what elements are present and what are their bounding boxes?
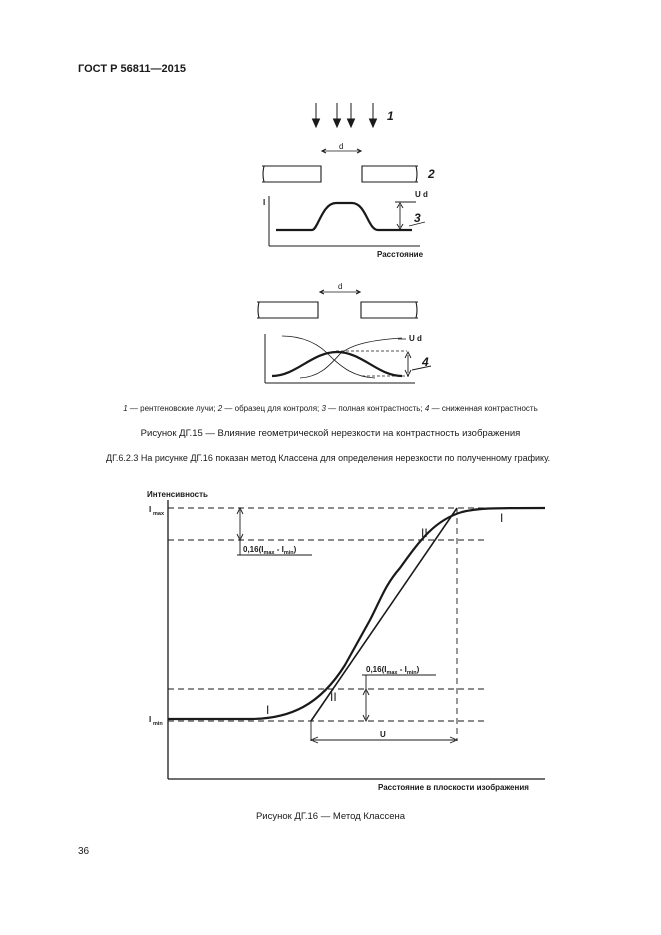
specimen-plates-2 — [257, 290, 418, 318]
fig16-axes — [168, 500, 545, 779]
gap-label-d: d — [339, 142, 344, 151]
body-paragraph: ДГ.6.2.3 На рисунке ДГ.16 показан метод Классена для определения нерезкости по полученному графику. — [106, 453, 551, 463]
imax-label — [149, 505, 165, 517]
label-3: 3 — [414, 211, 421, 225]
fig15-caption: Рисунок ДГ.15 — Влияние геометрической нерезкости на контрастность изображения — [140, 428, 521, 439]
label-2: 2 — [428, 167, 435, 181]
full-contrast-profile — [276, 203, 412, 230]
unsharpness-label-2: U d — [409, 334, 422, 343]
fig16-caption: Рисунок ДГ.16 — Метод Классена — [255, 811, 406, 822]
svg-text:I: I — [149, 505, 152, 514]
curve-label-I-bottom: I — [266, 703, 270, 717]
standard-code: ГОСТ Р 56811—2015 — [78, 63, 186, 75]
u-label: U — [380, 730, 386, 739]
fig16-y-axis-label: Интенсивность — [147, 490, 208, 499]
reduced-contrast-profile — [272, 352, 402, 376]
fig15-bottom-diagram — [257, 290, 431, 383]
label-1: 1 — [387, 109, 394, 123]
line-label-II-top: II — [421, 526, 428, 540]
mid-delta-label — [366, 665, 420, 676]
fig16-diagram — [168, 500, 545, 779]
svg-text:I: I — [149, 715, 152, 724]
curve-label-I-top: I — [500, 511, 504, 525]
unsharpness-label: U d — [415, 190, 428, 199]
svg-text:0,16(Imax - Imin): $0,16(I_{max} - I_{min})$ — [243, 545, 297, 556]
axis-y-label: I — [263, 198, 266, 207]
fig16-x-axis-label: Расстояние в плоскости изображения — [378, 783, 529, 792]
imin-label — [149, 715, 163, 727]
level-lines — [168, 508, 545, 721]
svg-text:max: max — [153, 511, 165, 517]
curve-I — [168, 508, 545, 719]
fig15-top-diagram — [262, 103, 425, 246]
fig15-legend: 1 — рентгеновские лучи; 2 — образец для контроля; 3 — полная контрастность; 4 — сниженная контрастность — [123, 404, 538, 413]
axis-x-label: Расстояние — [377, 250, 424, 259]
gap-label-d-2: d — [338, 282, 343, 291]
line-label-II-bottom: II — [330, 690, 337, 704]
xray-arrows — [313, 103, 377, 127]
top-delta-label — [243, 545, 297, 556]
svg-text:min: min — [153, 721, 163, 727]
page-number: 36 — [78, 846, 90, 857]
specimen-plates — [262, 149, 418, 182]
label-4: 4 — [422, 355, 429, 369]
svg-text:0,16(Imax - Imin): $0,16(I_{max} - I_{min})$ — [366, 665, 420, 676]
